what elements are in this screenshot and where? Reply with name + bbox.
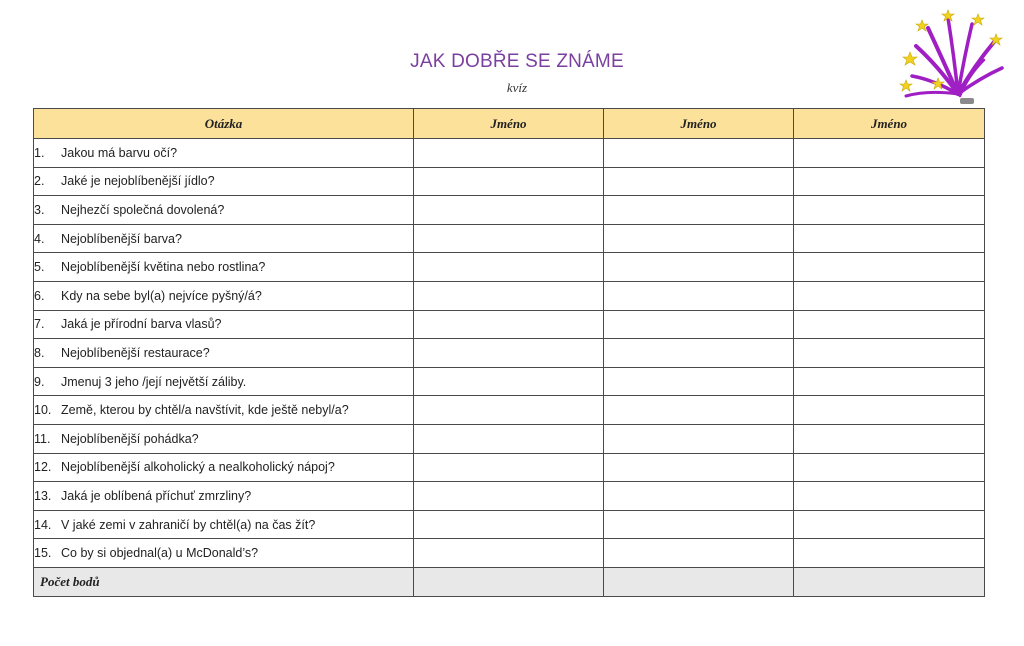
answer-cell-name-1[interactable] — [414, 224, 604, 253]
question-cell — [34, 281, 414, 310]
question-cell — [34, 453, 414, 482]
answer-cell-name-2[interactable] — [604, 310, 794, 339]
question-number: 8. — [34, 345, 45, 360]
score-cell-name-1[interactable] — [414, 567, 604, 596]
table-row — [34, 396, 985, 425]
answer-cell-name-1[interactable] — [414, 281, 604, 310]
question-number: 1. — [34, 145, 45, 160]
question-cell — [34, 310, 414, 339]
question-text: Jaká je oblíbená příchuť zmrzliny? — [61, 488, 252, 503]
question-text: Jaké je nejoblíbenější jídlo? — [61, 174, 215, 189]
page-title: JAK DOBŘE SE ZNÁME — [410, 51, 624, 72]
answer-cell-name-1[interactable] — [414, 510, 604, 539]
table-row — [34, 139, 985, 168]
table-header-row — [34, 109, 985, 139]
answer-cell-name-2[interactable] — [604, 510, 794, 539]
question-text: Země, kterou by chtěl/a navštívit, kde ještě nebyl/a? — [61, 403, 349, 418]
table-row — [34, 339, 985, 368]
answer-cell-name-1[interactable] — [414, 196, 604, 225]
question-number: 10. — [34, 403, 52, 418]
table-row — [34, 253, 985, 282]
score-cell-name-2[interactable] — [604, 567, 794, 596]
quiz-table — [33, 108, 985, 597]
answer-cell-name-1[interactable] — [414, 482, 604, 511]
answer-cell-name-1[interactable] — [414, 310, 604, 339]
score-label: Počet bodů — [34, 567, 414, 596]
answer-cell-name-3[interactable] — [794, 339, 985, 368]
question-cell — [34, 367, 414, 396]
table-row — [34, 367, 985, 396]
answer-cell-name-2[interactable] — [604, 281, 794, 310]
question-number: 14. — [34, 517, 52, 532]
table-row — [34, 539, 985, 568]
question-text: Nejoblíbenější restaurace? — [61, 345, 210, 360]
answer-cell-name-1[interactable] — [414, 453, 604, 482]
question-text: Kdy na sebe byl(a) nejvíce pyšný/á? — [61, 288, 262, 303]
question-cell — [34, 196, 414, 225]
question-cell — [34, 424, 414, 453]
answer-cell-name-2[interactable] — [604, 424, 794, 453]
answer-cell-name-2[interactable] — [604, 482, 794, 511]
answer-cell-name-1[interactable] — [414, 539, 604, 568]
answer-cell-name-3[interactable] — [794, 453, 985, 482]
answer-cell-name-1[interactable] — [414, 396, 604, 425]
question-number: 6. — [34, 288, 45, 303]
column-header-question: Otázka — [34, 109, 414, 139]
question-text: Nejoblíbenější pohádka? — [61, 431, 199, 446]
answer-cell-name-1[interactable] — [414, 139, 604, 168]
question-number: 4. — [34, 231, 45, 246]
fireworks-icon — [898, 6, 1008, 108]
question-text: Jaká je přírodní barva vlasů? — [61, 317, 222, 332]
question-text: Nejoblíbenější květina nebo rostlina? — [61, 260, 266, 275]
answer-cell-name-2[interactable] — [604, 396, 794, 425]
question-cell — [34, 224, 414, 253]
answer-cell-name-3[interactable] — [794, 196, 985, 225]
answer-cell-name-3[interactable] — [794, 367, 985, 396]
question-number: 2. — [34, 174, 45, 189]
question-number: 9. — [34, 374, 45, 389]
question-text: Nejoblíbenější barva? — [61, 231, 182, 246]
answer-cell-name-3[interactable] — [794, 482, 985, 511]
answer-cell-name-3[interactable] — [794, 253, 985, 282]
column-header-name-2: Jméno — [604, 109, 794, 139]
table-row — [34, 167, 985, 196]
question-number: 11. — [34, 431, 51, 446]
question-number: 7. — [34, 317, 45, 332]
question-cell — [34, 539, 414, 568]
question-text: V jaké zemi v zahraničí by chtěl(a) na čas žít? — [61, 517, 316, 532]
answer-cell-name-3[interactable] — [794, 424, 985, 453]
question-number: 5. — [34, 260, 45, 275]
question-cell — [34, 510, 414, 539]
question-cell — [34, 339, 414, 368]
question-cell — [34, 167, 414, 196]
answer-cell-name-1[interactable] — [414, 339, 604, 368]
answer-cell-name-3[interactable] — [794, 224, 985, 253]
answer-cell-name-3[interactable] — [794, 396, 985, 425]
answer-cell-name-3[interactable] — [794, 539, 985, 568]
question-text: Jmenuj 3 jeho /její největší záliby. — [61, 374, 247, 389]
answer-cell-name-2[interactable] — [604, 539, 794, 568]
table-row — [34, 453, 985, 482]
question-cell — [34, 482, 414, 511]
page-subtitle: kvíz — [506, 80, 528, 95]
answer-cell-name-3[interactable] — [794, 167, 985, 196]
answer-cell-name-3[interactable] — [794, 281, 985, 310]
table-row — [34, 224, 985, 253]
answer-cell-name-2[interactable] — [604, 367, 794, 396]
table-row — [34, 424, 985, 453]
question-number: 15. — [34, 546, 52, 561]
question-number: 12. — [34, 460, 52, 475]
answer-cell-name-2[interactable] — [604, 167, 794, 196]
score-cell-name-3[interactable] — [794, 567, 985, 596]
answer-cell-name-1[interactable] — [414, 367, 604, 396]
question-cell — [34, 396, 414, 425]
answer-cell-name-2[interactable] — [604, 224, 794, 253]
answer-cell-name-2[interactable] — [604, 139, 794, 168]
answer-cell-name-3[interactable] — [794, 510, 985, 539]
score-row — [34, 567, 985, 596]
question-number: 3. — [34, 202, 45, 217]
answer-cell-name-2[interactable] — [604, 196, 794, 225]
table-row — [34, 310, 985, 339]
table-row — [34, 281, 985, 310]
question-text: Nejhezčí společná dovolená? — [61, 202, 225, 217]
answer-cell-name-2[interactable] — [604, 339, 794, 368]
question-text: Jakou má barvu očí? — [61, 145, 178, 160]
answer-cell-name-3[interactable] — [794, 310, 985, 339]
column-header-name-1: Jméno — [414, 109, 604, 139]
answer-cell-name-1[interactable] — [414, 167, 604, 196]
table-row — [34, 196, 985, 225]
question-text: Co by si objednal(a) u McDonald’s? — [61, 546, 259, 561]
answer-cell-name-2[interactable] — [604, 253, 794, 282]
column-header-name-3: Jméno — [794, 109, 985, 139]
question-cell — [34, 139, 414, 168]
question-number: 13. — [34, 488, 52, 503]
answer-cell-name-1[interactable] — [414, 424, 604, 453]
answer-cell-name-1[interactable] — [414, 253, 604, 282]
table-row — [34, 510, 985, 539]
table-row — [34, 482, 985, 511]
answer-cell-name-2[interactable] — [604, 453, 794, 482]
question-text: Nejoblíbenější alkoholický a nealkoholický nápoj? — [61, 460, 335, 475]
question-cell — [34, 253, 414, 282]
answer-cell-name-3[interactable] — [794, 139, 985, 168]
